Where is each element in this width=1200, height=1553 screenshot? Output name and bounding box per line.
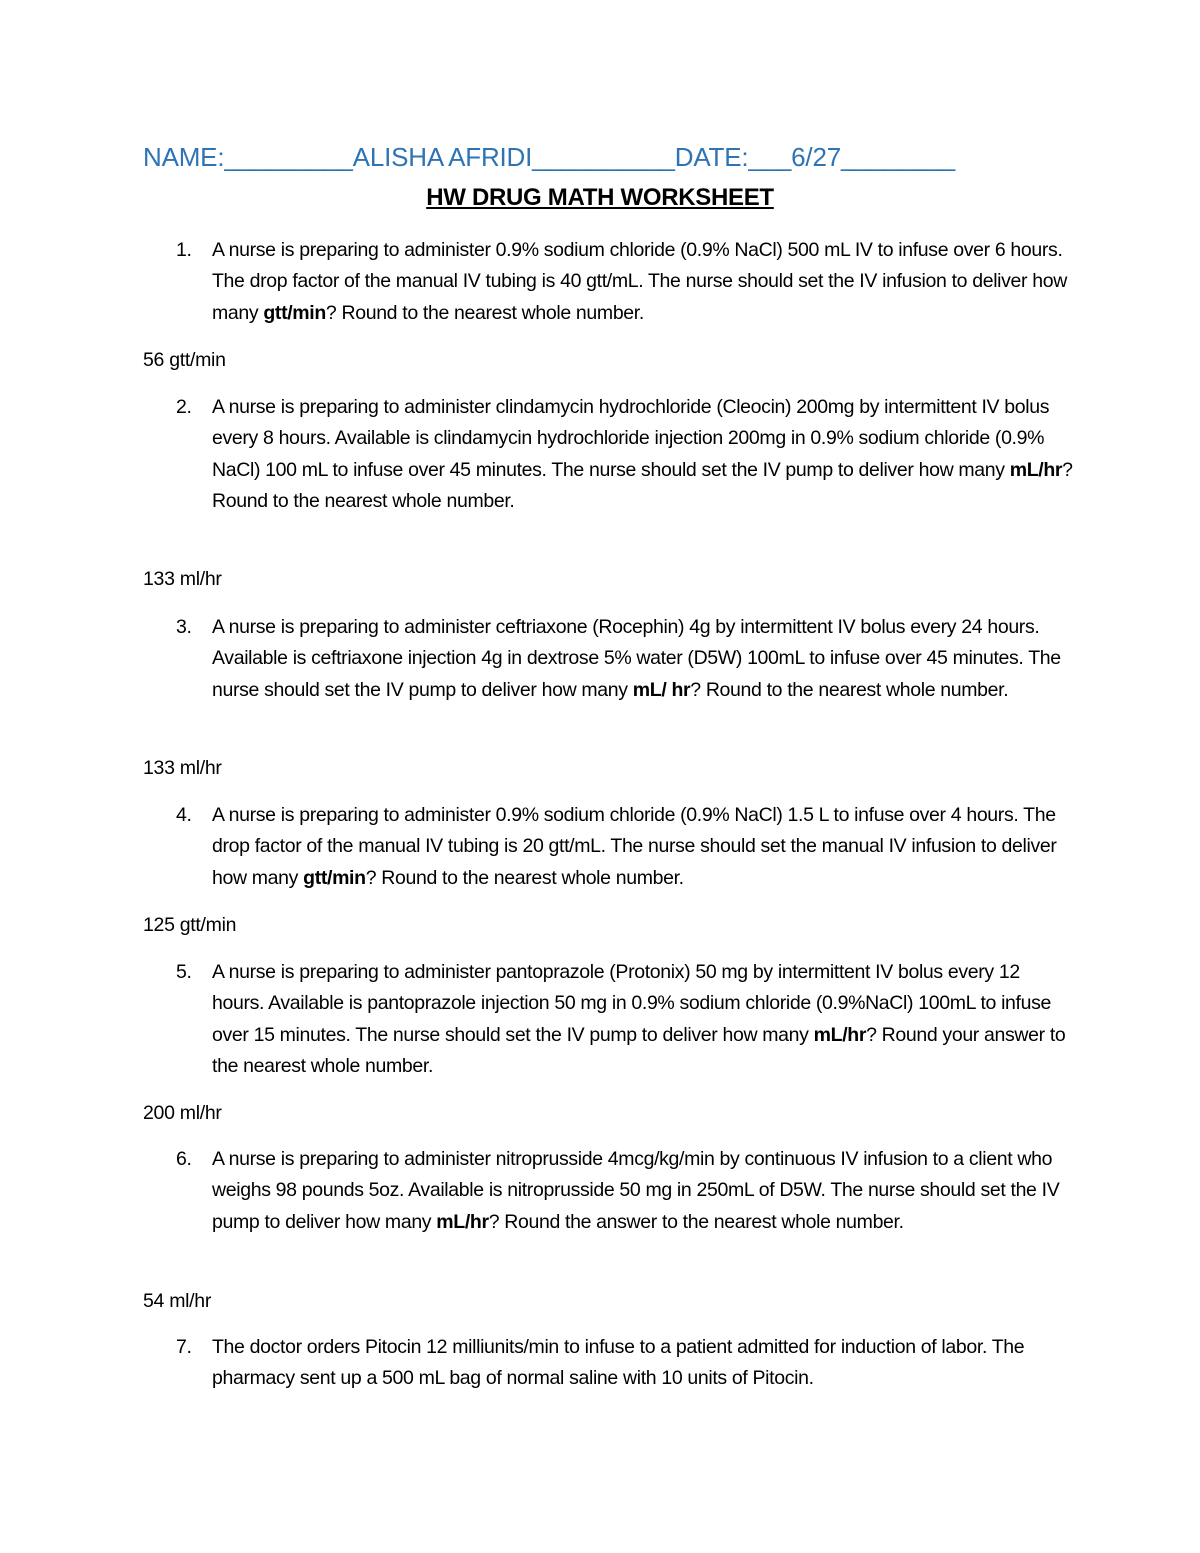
question-unit-bold: gtt/min: [303, 866, 366, 889]
question-text-part: ? Round to the nearest whole number.: [212, 458, 1073, 512]
question-text-part: ? Round the answer to the nearest whole number.: [488, 1210, 904, 1233]
question-text-part: ? Round to the nearest whole number.: [690, 678, 1009, 701]
question-text-part: A nurse is preparing to administer ceftriaxone (Rocephin) 4g by intermittent IV bolus every 24 hours. Available is ceftriaxone injection 4g in dextrose 5% water (D5W) 100mL to infuse over 45 minutes. The nurse should set the IV pump to deliver how many: [212, 616, 1061, 701]
answer-1: 56 gtt/min: [143, 349, 226, 371]
answer-3: 133 ml/hr: [143, 757, 222, 779]
question-number: 6.: [176, 1148, 192, 1170]
question-text: [212, 800, 1074, 894]
question-text-part: A nurse is preparing to administer clindamycin hydrochloride (Cleocin) 200mg by intermittent IV bolus every 8 hours. Available is clindamycin hydrochloride injection 200mg in 0.9% sodium chloride (0.9% NaCl) 100 mL to infuse over 45 minutes. The nurse should set the IV pump to deliver how many: [212, 396, 1050, 481]
name-date-header: NAME:_________ALISHA AFRIDI__________DATE:___6/27________: [143, 142, 956, 172]
question-number: 3.: [176, 616, 192, 638]
answer-4: 125 gtt/min: [143, 914, 237, 936]
question-text: [212, 1144, 1074, 1238]
question-text-part: A nurse is preparing to administer 0.9% sodium chloride (0.9% NaCl) 500 mL IV to infuse over 6 hours. The drop factor of the manual IV tubing is 40 gtt/mL. The nurse should set the IV infusion to deliver how many: [212, 239, 1067, 324]
question-text-part: The doctor orders Pitocin 12 milliunits/min to infuse to a patient admitted for induction of labor. The pharmacy sent up a 500 mL bag of normal saline with 10 units of Pitocin.: [212, 1336, 1025, 1390]
question-text-part: A nurse is preparing to administer 0.9% sodium chloride (0.9% NaCl) 1.5 L to infuse over 4 hours. The drop factor of the manual IV tubing is 20 gtt/mL. The nurse should set the manual IV infusion to deliver how many: [212, 804, 1057, 889]
question-text-part: ? Round your answer to the nearest whole number.: [212, 1023, 1066, 1077]
question-text-part: ? Round to the nearest whole number.: [365, 866, 684, 889]
question-unit-bold: mL/ hr: [632, 678, 691, 701]
question-unit-bold: mL/hr: [436, 1210, 489, 1233]
answer-6: 54 ml/hr: [143, 1290, 212, 1312]
question-text: [212, 235, 1074, 329]
question-text: [212, 392, 1074, 517]
question-text: [212, 1332, 1074, 1395]
question-unit-bold: mL/hr: [813, 1023, 867, 1046]
question-text-part: ? Round to the nearest whole number.: [325, 301, 644, 324]
question-number: 1.: [176, 239, 192, 261]
question-unit-bold: mL/hr: [1009, 458, 1063, 481]
question-number: 4.: [176, 804, 192, 826]
answer-2: 133 ml/hr: [143, 568, 222, 590]
question-number: 7.: [176, 1336, 192, 1358]
question-text: [212, 612, 1074, 706]
answer-5: 200 ml/hr: [143, 1102, 222, 1124]
worksheet-title: HW DRUG MATH WORKSHEET: [426, 184, 774, 211]
question-text: [212, 957, 1074, 1082]
question-number: 2.: [176, 396, 192, 418]
question-unit-bold: gtt/min: [263, 301, 326, 324]
question-text-part: A nurse is preparing to administer pantoprazole (Protonix) 50 mg by intermittent IV bolus every 12 hours. Available is pantoprazole injection 50 mg in 0.9% sodium chloride (0.9%NaCl) 100mL to infuse over 15 minutes. The nurse should set the IV pump to deliver how many: [212, 961, 1052, 1046]
question-number: 5.: [176, 961, 192, 983]
question-text-part: A nurse is preparing to administer nitroprusside 4mcg/kg/min by continuous IV infusion to a client who weighs 98 pounds 5oz. Available is nitroprusside 50 mg in 250mL of D5W. The nurse should set the IV pump to deliver how many: [212, 1148, 1060, 1233]
